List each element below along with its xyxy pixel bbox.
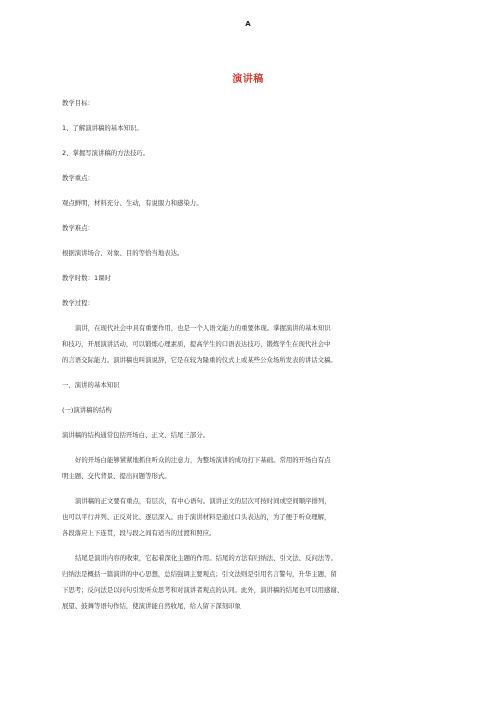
difficulty-label: 教学难点： (62, 224, 94, 232)
body-paragraph-line: 各段落应上下连贯，段与段之间有适当的过渡和照应。 (62, 529, 216, 537)
objective-item: 2、掌握写演讲稿的方法技巧。 (62, 149, 150, 157)
header-mark: A (245, 20, 251, 28)
difficulty-text: 根据演讲场合、对象、目的等恰当地表达。 (62, 249, 184, 257)
ending-paragraph-line: 结尾是演讲内容的收束，它起着深化主题的作用。结尾的方法有归纳法、引文法、反问法等。 (75, 554, 338, 562)
process-label: 教学过程： (62, 299, 94, 307)
keypoints-text: 观点鲜明，材料充分、生动，有说服力和感染力。 (62, 199, 203, 207)
keypoints-label: 教学重点： (62, 174, 94, 182)
ending-paragraph-line: 归纳法是概括一篇演讲的中心思想，总结强调主要观点；引文法则是引用名言警句，升华主题，留 (62, 570, 337, 578)
subsection-heading: (一)演讲稿的结构 (62, 406, 112, 414)
body-paragraph-line: 演讲稿的正文要有重点，有层次，有中心语句。演讲正文的层次可按时间或空间顺序排列， (75, 497, 331, 505)
intro-paragraph-line: 和技巧，开展演讲活动，可以锻炼心理素质，提高学生的口语表达技巧，锻炼学生在现代社会中 (62, 340, 331, 348)
document-title: 演讲稿 (232, 74, 264, 85)
document-body (62, 98, 442, 612)
objective-item: 1、了解演讲稿的基本知识。 (62, 124, 143, 132)
structure-text: 演讲稿的结构通常包括开场白、正文、结尾三部分。 (62, 431, 209, 439)
opening-paragraph-line: 明主题、交代背景、提出问题等形式。 (62, 472, 171, 480)
body-paragraph-line: 也可以平行并列、正反对比、逐层深入。由于演讲材料是通过口头表达的，为了便于听众理解， (62, 513, 331, 521)
ending-paragraph-line: 下思考；反问法是以问句引发听众思考和对演讲者观点的认同。此外，演讲稿的结尾也可以用感谢、 (62, 586, 344, 594)
opening-paragraph-line: 好的开场白能够紧紧地抓住听众的注意力，为整场演讲的成功打下基础。常用的开场白有点 (75, 456, 331, 464)
objectives-label: 教学目标： (62, 99, 94, 107)
intro-paragraph-line: 演讲，在现代社会中具有重要作用，也是一个人语文能力的重要体现。掌握演讲的基本知识 (75, 324, 331, 332)
intro-paragraph-line: 的言语交际能力。演讲稿也叫演说辞，它是在较为隆重的仪式上或某些公众场所发表的讲话文稿。 (62, 356, 337, 364)
hours-text: 教学时数：1课时 (62, 274, 111, 282)
section-heading: 一、演讲的基本知识 (62, 381, 120, 389)
ending-paragraph-line: 展望、鼓舞等语句作结，使演讲能自然收尾，给人留下深刻印象 (62, 602, 241, 610)
